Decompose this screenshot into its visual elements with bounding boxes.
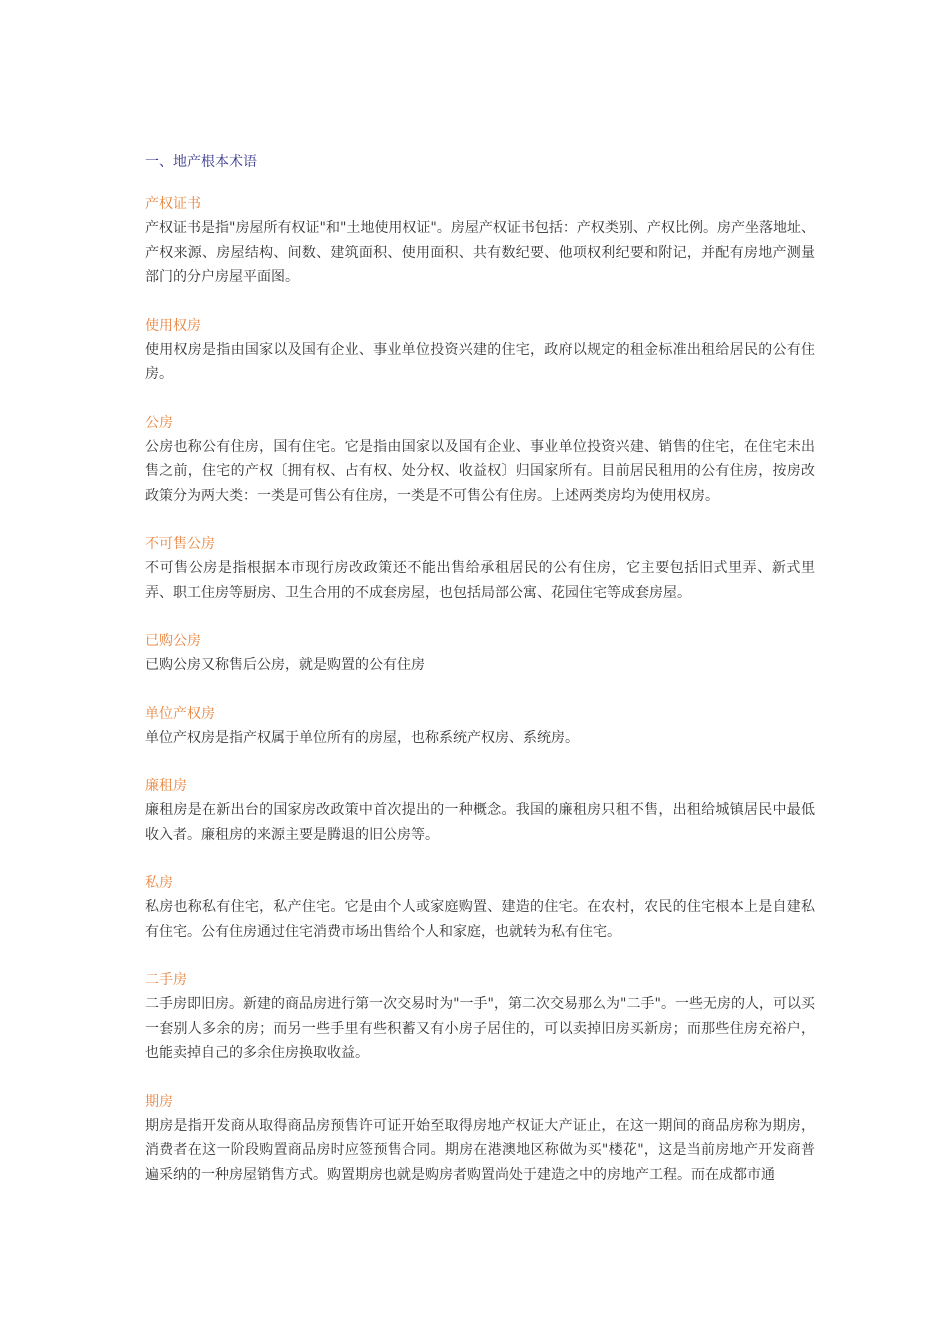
term-heading: 私房 [145, 875, 173, 891]
term-heading: 不可售公房 [145, 536, 215, 552]
term-body: 二手房即旧房。新建的商品房进行第一次交易时为"一手"，第二次交易那么为"二手"。一些无房的人，可以买一套别人多余的房；而另一些手里有些积蓄又有小房子居住的，可以卖掉旧房买新房；而那些住房充裕户，也能卖掉自己的多余住房换取收益。 [145, 996, 815, 1061]
term-body: 使用权房是指由国家以及国有企业、事业单位投资兴建的住宅，政府以规定的租金标准出租给居民的公有住房。 [145, 341, 815, 382]
term-non-saleable-public-housing [145, 532, 815, 605]
term-body: 已购公房又称售后公房，就是购置的公有住房 [145, 657, 425, 673]
term-body: 产权证书是指"房屋所有权证"和"土地使用权证"。房屋产权证书包括：产权类别、产权比例。房产坐落地址、产权来源、房屋结构、间数、建筑面积、使用面积、共有数纪要、他项权利纪要和附记，并配有房地产测量部门的分户房屋平面图。 [145, 220, 815, 285]
term-second-hand-housing [145, 968, 815, 1066]
document-page [145, 150, 815, 1211]
term-purchased-public-housing [145, 629, 815, 678]
term-public-housing [145, 411, 815, 509]
term-unit-property-housing [145, 702, 815, 751]
term-heading: 产权证书 [145, 196, 201, 212]
term-body: 私房也称私有住宅，私产住宅。它是由个人或家庭购置、建造的住宅。在农村，农民的住宅根本上是自建私有住宅。公有住房通过住宅消费市场出售给个人和家庭，也就转为私有住宅。 [145, 899, 815, 940]
term-body: 不可售公房是指根据本市现行房改政策还不能出售给承租居民的公有住房，它主要包括旧式里弄、新式里弄、职工住房等厨房、卫生合用的不成套房屋，也包括局部公寓、花园住宅等成套房屋。 [145, 560, 815, 601]
section-title: 一、地产根本术语 [145, 154, 257, 170]
term-low-rent-housing [145, 774, 815, 847]
term-use-right-housing [145, 314, 815, 387]
term-body: 公房也称公有住房，国有住宅。它是指由国家以及国有企业、事业单位投资兴建、销售的住宅，在住宅未出售之前，住宅的产权〔拥有权、占有权、处分权、收益权〕归国家所有。目前居民租用的公有住房，按房改政策分为两大类：一类是可售公有住房，一类是不可售公有住房。上述两类房均为使用权房。 [145, 438, 815, 504]
term-private-housing [145, 871, 815, 944]
term-heading: 公房 [145, 414, 173, 431]
term-body: 廉租房是在新出台的国家房改政策中首次提出的一种概念。我国的廉租房只租不售，出租给城镇居民中最低收入者。廉租房的来源主要是腾退的旧公房等。 [145, 802, 815, 843]
term-heading: 已购公房 [145, 633, 201, 649]
term-heading: 单位产权房 [145, 705, 215, 722]
term-off-plan-housing [145, 1090, 815, 1188]
term-heading: 二手房 [145, 972, 187, 988]
term-body: 单位产权房是指产权属于单位所有的房屋，也称系统产权房、系统房。 [145, 729, 579, 746]
term-body: 期房是指开发商从取得商品房预售许可证开始至取得房地产权证大产证止，在这一期间的商品房称为期房，消费者在这一阶段购置商品房时应签预售合同。期房在港澳地区称做为买"楼花"，这是当前房地产开发商普遍采纳的一种房屋销售方式。购置期房也就是购房者购置尚处于建造之中的房地产工程。而在成都市通 [145, 1117, 815, 1183]
term-property-certificate [145, 192, 815, 290]
term-heading: 使用权房 [145, 317, 201, 334]
term-heading: 廉租房 [145, 778, 187, 794]
term-heading: 期房 [145, 1093, 173, 1110]
